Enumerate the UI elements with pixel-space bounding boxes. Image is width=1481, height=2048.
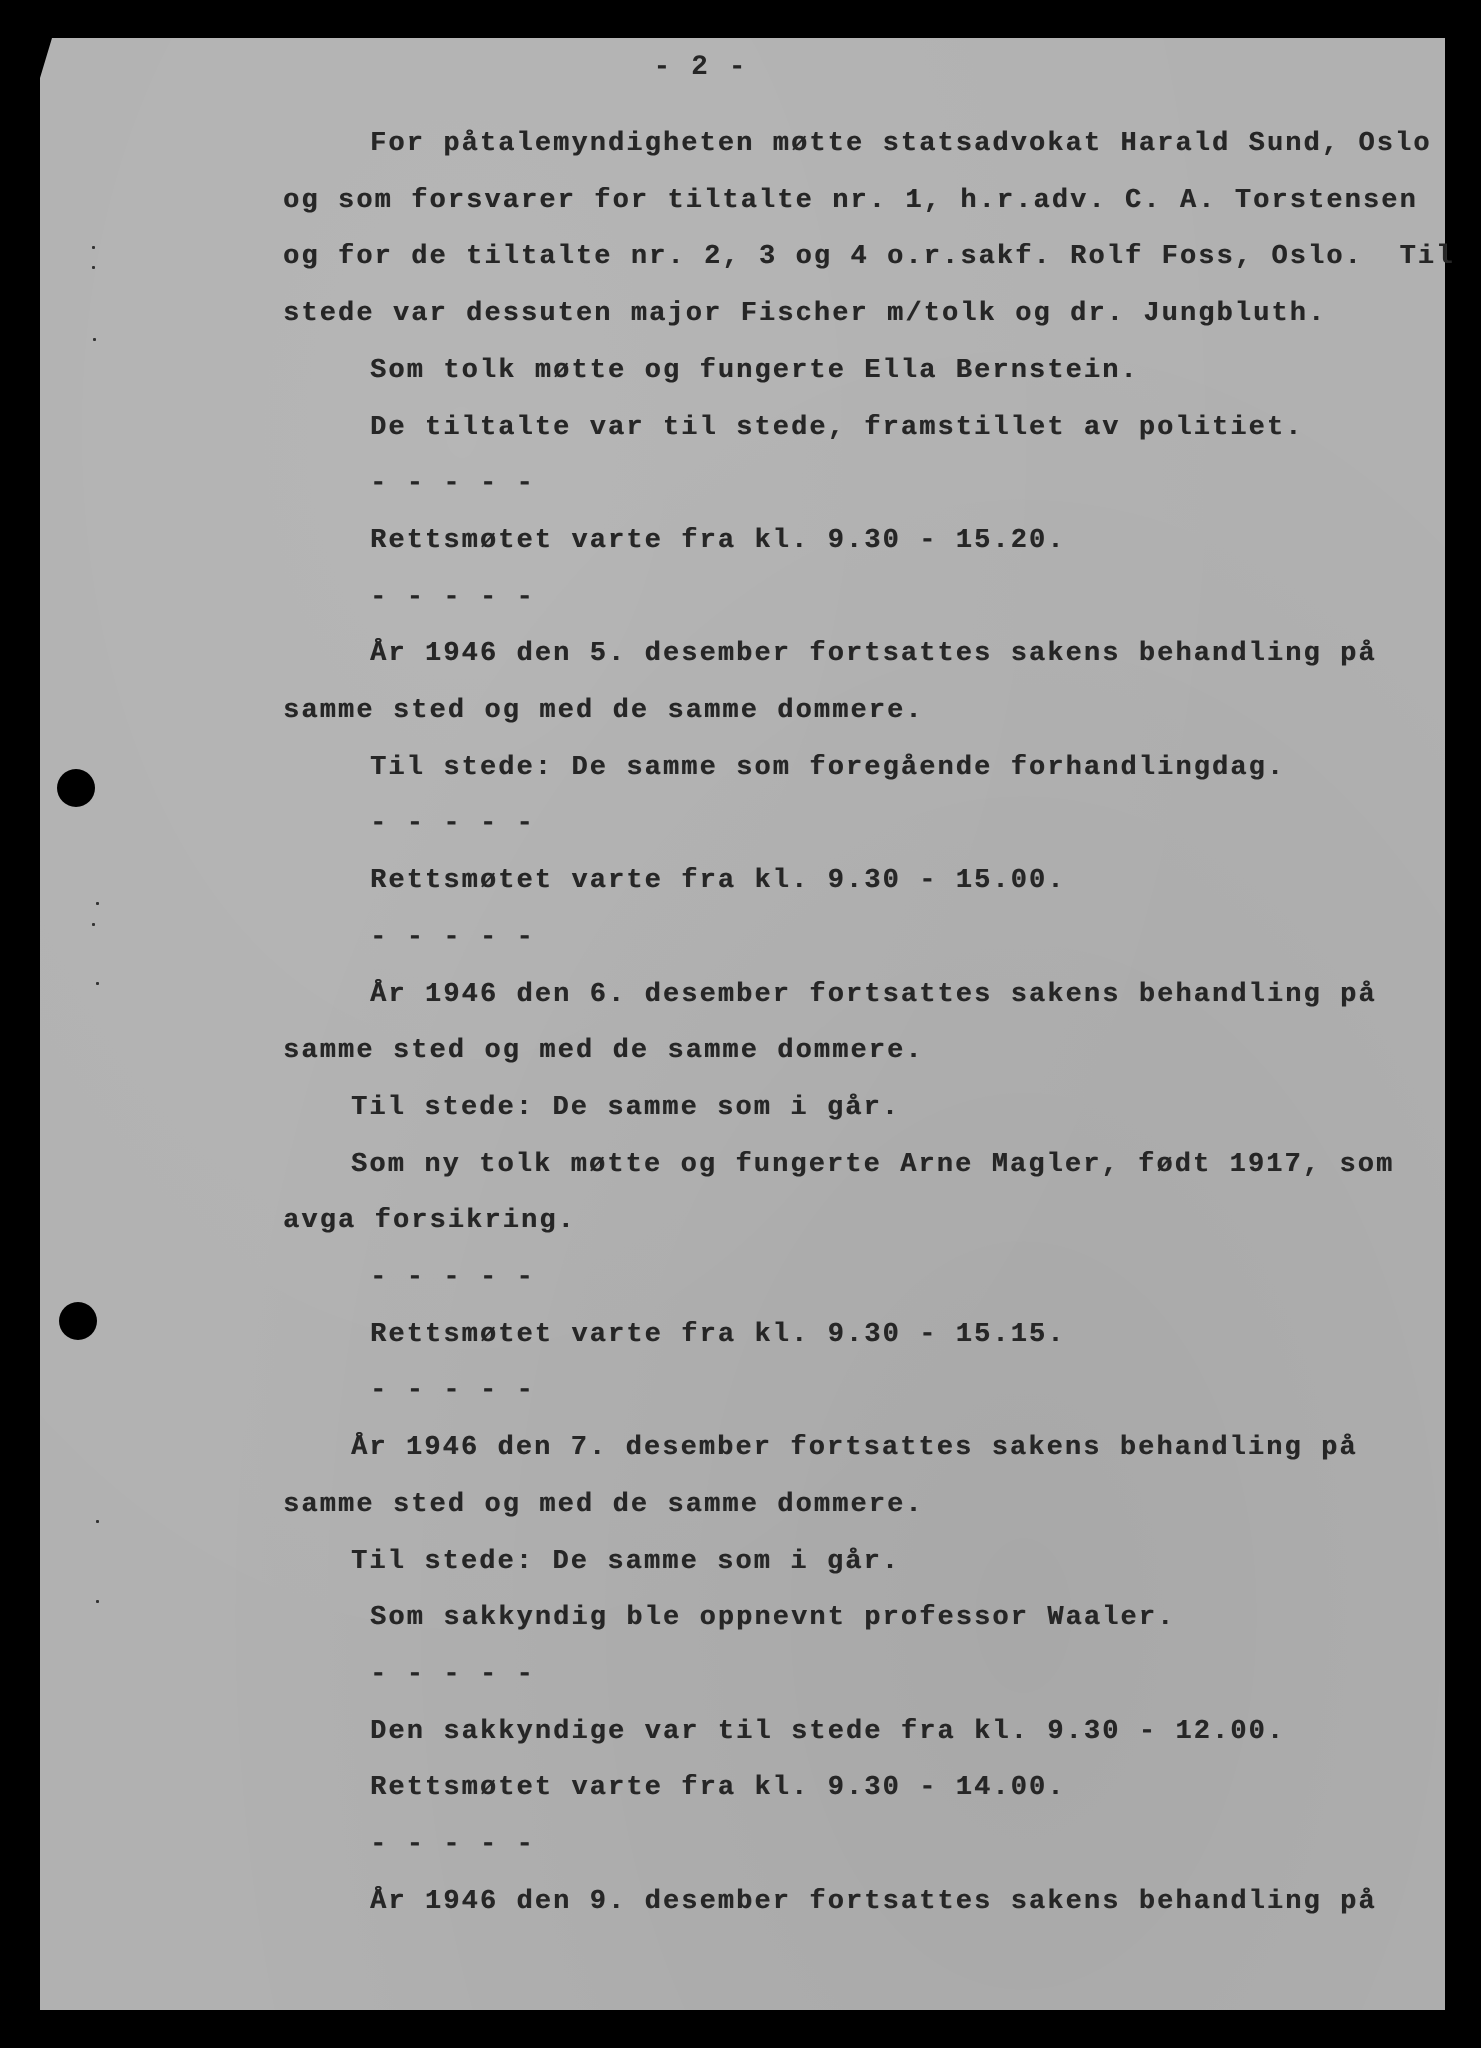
text-line: Den sakkyndige var til stede fra kl. 9.30 - 12.00. xyxy=(370,1717,1286,1747)
margin-speck xyxy=(96,1600,99,1603)
text-line: År 1946 den 5. desember fortsattes sakens behandling på xyxy=(370,639,1377,669)
text-line: Til stede: De samme som i går. xyxy=(351,1093,901,1123)
margin-speck xyxy=(92,246,95,249)
text-line: De tiltalte var til stede, framstillet av politiet. xyxy=(370,413,1304,443)
separator-line: - - - - - xyxy=(370,809,535,839)
text-line: Rettsmøtet varte fra kl. 9.30 - 15.15. xyxy=(370,1320,1066,1350)
margin-speck xyxy=(96,982,99,985)
page-number: - 2 - xyxy=(653,52,748,83)
text-line: Som sakkyndig ble oppnevnt professor Waaler. xyxy=(370,1603,1176,1633)
document-page xyxy=(40,38,1445,2010)
text-line: avga forsikring. xyxy=(283,1206,576,1236)
text-line: Som ny tolk møtte og fungerte Arne Magler, født 1917, som xyxy=(351,1150,1395,1180)
text-line: samme sted og med de samme dommere. xyxy=(283,1490,924,1520)
text-line: samme sted og med de samme dommere. xyxy=(283,1036,924,1066)
separator-line: - - - - - xyxy=(370,469,535,499)
text-line: År 1946 den 9. desember fortsattes sakens behandling på xyxy=(370,1887,1377,1917)
separator-line: - - - - - xyxy=(370,923,535,953)
punch-hole-bottom xyxy=(59,1302,97,1340)
margin-speck xyxy=(96,902,99,905)
text-line: Rettsmøtet varte fra kl. 9.30 - 14.00. xyxy=(370,1773,1066,1803)
text-line: Som tolk møtte og fungerte Ella Bernstein. xyxy=(370,356,1139,386)
text-line: samme sted og med de samme dommere. xyxy=(283,696,924,726)
margin-speck xyxy=(92,923,95,926)
text-line: Rettsmøtet varte fra kl. 9.30 - 15.00. xyxy=(370,866,1066,896)
text-line: Til stede: De samme som foregående forhandlingdag. xyxy=(370,753,1286,783)
separator-line: - - - - - xyxy=(370,1830,535,1860)
text-line: og som forsvarer for tiltalte nr. 1, h.r.adv. C. A. Torstensen xyxy=(283,186,1418,216)
separator-line: - - - - - xyxy=(370,1376,535,1406)
margin-speck xyxy=(92,266,95,269)
separator-line: - - - - - xyxy=(370,583,535,613)
text-line: Rettsmøtet varte fra kl. 9.30 - 15.20. xyxy=(370,526,1066,556)
margin-speck xyxy=(93,338,96,341)
separator-line: - - - - - xyxy=(370,1263,535,1293)
text-line: stede var dessuten major Fischer m/tolk og dr. Jungbluth. xyxy=(283,299,1327,329)
separator-line: - - - - - xyxy=(370,1660,535,1690)
text-line: Til stede: De samme som i går. xyxy=(351,1547,901,1577)
margin-speck xyxy=(96,1520,99,1523)
text-line: År 1946 den 7. desember fortsattes sakens behandling på xyxy=(351,1433,1358,1463)
text-line: År 1946 den 6. desember fortsattes sakens behandling på xyxy=(370,980,1377,1010)
text-line: og for de tiltalte nr. 2, 3 og 4 o.r.sakf. Rolf Foss, Oslo. Til xyxy=(283,242,1455,272)
text-line: For påtalemyndigheten møtte statsadvokat Harald Sund, Oslo xyxy=(370,129,1432,159)
punch-hole-top xyxy=(57,769,95,807)
